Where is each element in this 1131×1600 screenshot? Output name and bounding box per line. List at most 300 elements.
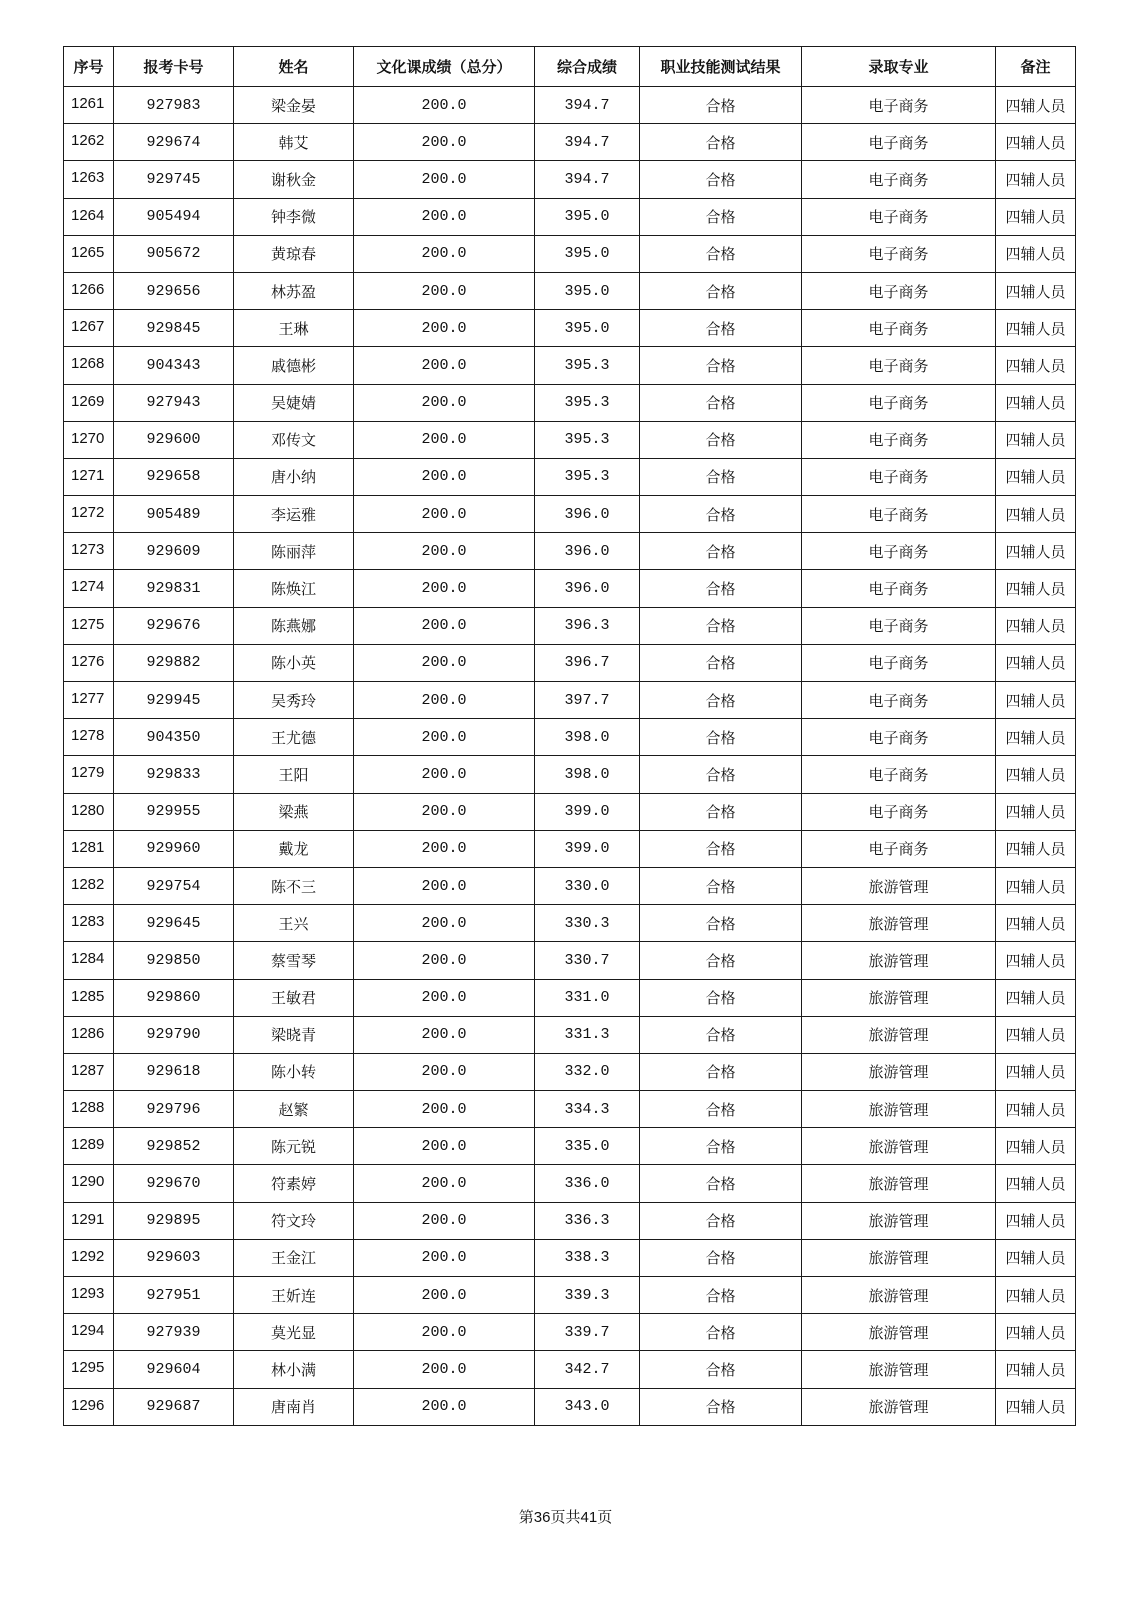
- cell-card-number: 929955: [114, 793, 234, 830]
- cell-remark: 四辅人员: [996, 1239, 1076, 1276]
- cell-name: 王金江: [234, 1239, 354, 1276]
- cell-culture-score: 200.0: [354, 570, 535, 607]
- cell-remark: 四辅人员: [996, 384, 1076, 421]
- cell-remark: 四辅人员: [996, 905, 1076, 942]
- total-page-number: 41: [580, 1509, 598, 1526]
- footer-middle: 页共: [550, 1508, 581, 1526]
- cell-name: 莫光显: [234, 1314, 354, 1351]
- cell-card-number: 929687: [114, 1388, 234, 1425]
- cell-culture-score: 200.0: [354, 942, 535, 979]
- cell-remark: 四辅人员: [996, 756, 1076, 793]
- cell-card-number: 929603: [114, 1239, 234, 1276]
- cell-name: 戚德彬: [234, 347, 354, 384]
- cell-culture-score: 200.0: [354, 905, 535, 942]
- cell-seq: 1274: [64, 570, 114, 607]
- cell-culture-score: 200.0: [354, 235, 535, 272]
- cell-name: 谢秋金: [234, 161, 354, 198]
- cell-total-score: 399.0: [535, 793, 640, 830]
- cell-seq: 1267: [64, 310, 114, 347]
- cell-card-number: 929600: [114, 421, 234, 458]
- cell-card-number: 929860: [114, 979, 234, 1016]
- cell-card-number: 929618: [114, 1053, 234, 1090]
- cell-major: 旅游管理: [802, 1351, 996, 1388]
- cell-total-score: 338.3: [535, 1239, 640, 1276]
- cell-remark: 四辅人员: [996, 644, 1076, 681]
- cell-skill-result: 合格: [640, 124, 802, 161]
- header-total-score: 综合成绩: [535, 47, 640, 87]
- cell-name: 符素婷: [234, 1165, 354, 1202]
- cell-name: 唐小纳: [234, 458, 354, 495]
- cell-name: 梁晓青: [234, 1016, 354, 1053]
- table-row: [64, 644, 1076, 681]
- cell-culture-score: 200.0: [354, 867, 535, 904]
- cell-card-number: 929790: [114, 1016, 234, 1053]
- cell-remark: 四辅人员: [996, 682, 1076, 719]
- cell-culture-score: 200.0: [354, 1128, 535, 1165]
- cell-remark: 四辅人员: [996, 421, 1076, 458]
- cell-culture-score: 200.0: [354, 310, 535, 347]
- cell-major: 电子商务: [802, 570, 996, 607]
- table-row: [64, 421, 1076, 458]
- cell-seq: 1292: [64, 1239, 114, 1276]
- cell-card-number: 929945: [114, 682, 234, 719]
- cell-name: 陈焕江: [234, 570, 354, 607]
- cell-culture-score: 200.0: [354, 1351, 535, 1388]
- cell-remark: 四辅人员: [996, 570, 1076, 607]
- cell-major: 电子商务: [802, 421, 996, 458]
- cell-card-number: 929831: [114, 570, 234, 607]
- cell-major: 旅游管理: [802, 1016, 996, 1053]
- cell-seq: 1278: [64, 719, 114, 756]
- cell-culture-score: 200.0: [354, 496, 535, 533]
- cell-total-score: 396.7: [535, 644, 640, 681]
- cell-name: 林小满: [234, 1351, 354, 1388]
- cell-major: 旅游管理: [802, 1202, 996, 1239]
- cell-remark: 四辅人员: [996, 607, 1076, 644]
- cell-culture-score: 200.0: [354, 1388, 535, 1425]
- cell-skill-result: 合格: [640, 570, 802, 607]
- cell-skill-result: 合格: [640, 607, 802, 644]
- cell-card-number: 929796: [114, 1091, 234, 1128]
- cell-name: 陈燕娜: [234, 607, 354, 644]
- cell-card-number: 904343: [114, 347, 234, 384]
- cell-remark: 四辅人员: [996, 87, 1076, 124]
- table-row: [64, 1351, 1076, 1388]
- cell-culture-score: 200.0: [354, 1239, 535, 1276]
- cell-card-number: 929670: [114, 1165, 234, 1202]
- cell-total-score: 397.7: [535, 682, 640, 719]
- cell-major: 电子商务: [802, 347, 996, 384]
- cell-skill-result: 合格: [640, 1388, 802, 1425]
- table-row: [64, 161, 1076, 198]
- cell-remark: 四辅人员: [996, 235, 1076, 272]
- cell-skill-result: 合格: [640, 198, 802, 235]
- cell-major: 电子商务: [802, 496, 996, 533]
- cell-seq: 1290: [64, 1165, 114, 1202]
- cell-seq: 1273: [64, 533, 114, 570]
- cell-seq: 1291: [64, 1202, 114, 1239]
- table-row: [64, 682, 1076, 719]
- cell-skill-result: 合格: [640, 1165, 802, 1202]
- cell-name: 陈小转: [234, 1053, 354, 1090]
- cell-remark: 四辅人员: [996, 1314, 1076, 1351]
- cell-total-score: 394.7: [535, 87, 640, 124]
- table-header: [64, 47, 1076, 87]
- cell-remark: 四辅人员: [996, 942, 1076, 979]
- table-row: [64, 1053, 1076, 1090]
- cell-name: 梁金晏: [234, 87, 354, 124]
- cell-total-score: 342.7: [535, 1351, 640, 1388]
- cell-total-score: 339.3: [535, 1277, 640, 1314]
- cell-remark: 四辅人员: [996, 1277, 1076, 1314]
- cell-seq: 1262: [64, 124, 114, 161]
- table-row: [64, 793, 1076, 830]
- cell-major: 电子商务: [802, 607, 996, 644]
- cell-card-number: 929674: [114, 124, 234, 161]
- cell-remark: 四辅人员: [996, 533, 1076, 570]
- admission-table: [63, 46, 1076, 1426]
- table-row: [64, 496, 1076, 533]
- cell-culture-score: 200.0: [354, 124, 535, 161]
- cell-total-score: 332.0: [535, 1053, 640, 1090]
- cell-seq: 1286: [64, 1016, 114, 1053]
- cell-major: 电子商务: [802, 272, 996, 309]
- cell-remark: 四辅人员: [996, 198, 1076, 235]
- cell-culture-score: 200.0: [354, 644, 535, 681]
- cell-remark: 四辅人员: [996, 1388, 1076, 1425]
- cell-name: 蔡雪琴: [234, 942, 354, 979]
- cell-remark: 四辅人员: [996, 124, 1076, 161]
- cell-name: 王妡连: [234, 1277, 354, 1314]
- cell-remark: 四辅人员: [996, 458, 1076, 495]
- cell-major: 电子商务: [802, 756, 996, 793]
- cell-remark: 四辅人员: [996, 1053, 1076, 1090]
- cell-skill-result: 合格: [640, 979, 802, 1016]
- table-row: [64, 607, 1076, 644]
- cell-card-number: 929852: [114, 1128, 234, 1165]
- cell-culture-score: 200.0: [354, 1165, 535, 1202]
- cell-total-score: 330.7: [535, 942, 640, 979]
- cell-remark: 四辅人员: [996, 793, 1076, 830]
- cell-name: 吴婕婧: [234, 384, 354, 421]
- table-row: [64, 272, 1076, 309]
- cell-name: 陈小英: [234, 644, 354, 681]
- cell-total-score: 395.3: [535, 421, 640, 458]
- cell-total-score: 339.7: [535, 1314, 640, 1351]
- cell-total-score: 336.0: [535, 1165, 640, 1202]
- cell-card-number: 929609: [114, 533, 234, 570]
- cell-seq: 1285: [64, 979, 114, 1016]
- cell-culture-score: 200.0: [354, 979, 535, 1016]
- cell-card-number: 927943: [114, 384, 234, 421]
- cell-remark: 四辅人员: [996, 1091, 1076, 1128]
- cell-total-score: 396.0: [535, 570, 640, 607]
- cell-skill-result: 合格: [640, 347, 802, 384]
- cell-skill-result: 合格: [640, 756, 802, 793]
- cell-seq: 1283: [64, 905, 114, 942]
- cell-remark: 四辅人员: [996, 1128, 1076, 1165]
- cell-skill-result: 合格: [640, 793, 802, 830]
- cell-seq: 1282: [64, 867, 114, 904]
- table-row: [64, 570, 1076, 607]
- header-skill-result: 职业技能测试结果: [640, 47, 802, 87]
- cell-seq: 1275: [64, 607, 114, 644]
- cell-culture-score: 200.0: [354, 793, 535, 830]
- cell-culture-score: 200.0: [354, 1277, 535, 1314]
- cell-card-number: 904350: [114, 719, 234, 756]
- table-row: [64, 347, 1076, 384]
- cell-total-score: 335.0: [535, 1128, 640, 1165]
- cell-remark: 四辅人员: [996, 830, 1076, 867]
- cell-total-score: 396.3: [535, 607, 640, 644]
- cell-skill-result: 合格: [640, 867, 802, 904]
- cell-skill-result: 合格: [640, 496, 802, 533]
- cell-major: 旅游管理: [802, 1053, 996, 1090]
- cell-name: 王敏君: [234, 979, 354, 1016]
- cell-seq: 1294: [64, 1314, 114, 1351]
- table-row: [64, 867, 1076, 904]
- cell-remark: 四辅人员: [996, 272, 1076, 309]
- cell-seq: 1276: [64, 644, 114, 681]
- cell-card-number: 927951: [114, 1277, 234, 1314]
- cell-card-number: 929850: [114, 942, 234, 979]
- cell-card-number: 929833: [114, 756, 234, 793]
- cell-culture-score: 200.0: [354, 458, 535, 495]
- cell-seq: 1265: [64, 235, 114, 272]
- cell-remark: 四辅人员: [996, 1016, 1076, 1053]
- table-row: [64, 235, 1076, 272]
- cell-remark: 四辅人员: [996, 979, 1076, 1016]
- cell-total-score: 395.0: [535, 235, 640, 272]
- cell-remark: 四辅人员: [996, 1202, 1076, 1239]
- cell-remark: 四辅人员: [996, 496, 1076, 533]
- cell-card-number: 929882: [114, 644, 234, 681]
- cell-culture-score: 200.0: [354, 1016, 535, 1053]
- table-row: [64, 1388, 1076, 1425]
- cell-seq: 1268: [64, 347, 114, 384]
- cell-total-score: 396.0: [535, 533, 640, 570]
- cell-remark: 四辅人员: [996, 1351, 1076, 1388]
- cell-name: 林苏盈: [234, 272, 354, 309]
- cell-name: 韩艾: [234, 124, 354, 161]
- footer-prefix: 第: [518, 1508, 534, 1526]
- cell-culture-score: 200.0: [354, 87, 535, 124]
- cell-total-score: 330.3: [535, 905, 640, 942]
- header-seq: 序号: [64, 47, 114, 87]
- cell-seq: 1287: [64, 1053, 114, 1090]
- cell-total-score: 395.3: [535, 458, 640, 495]
- current-page-number: 36: [533, 1509, 551, 1526]
- table-row: [64, 384, 1076, 421]
- cell-total-score: 395.0: [535, 272, 640, 309]
- cell-major: 电子商务: [802, 793, 996, 830]
- cell-major: 电子商务: [802, 682, 996, 719]
- cell-culture-score: 200.0: [354, 719, 535, 756]
- cell-skill-result: 合格: [640, 533, 802, 570]
- cell-seq: 1266: [64, 272, 114, 309]
- cell-card-number: 929960: [114, 830, 234, 867]
- table-row: [64, 979, 1076, 1016]
- cell-total-score: 331.3: [535, 1016, 640, 1053]
- cell-total-score: 396.0: [535, 496, 640, 533]
- table-row: [64, 1016, 1076, 1053]
- table-row: [64, 719, 1076, 756]
- cell-skill-result: 合格: [640, 310, 802, 347]
- cell-name: 王兴: [234, 905, 354, 942]
- table-row: [64, 1202, 1076, 1239]
- cell-major: 旅游管理: [802, 867, 996, 904]
- cell-major: 电子商务: [802, 124, 996, 161]
- cell-skill-result: 合格: [640, 421, 802, 458]
- cell-seq: 1279: [64, 756, 114, 793]
- cell-major: 电子商务: [802, 458, 996, 495]
- cell-card-number: 929845: [114, 310, 234, 347]
- cell-culture-score: 200.0: [354, 607, 535, 644]
- cell-seq: 1284: [64, 942, 114, 979]
- cell-seq: 1296: [64, 1388, 114, 1425]
- cell-skill-result: 合格: [640, 682, 802, 719]
- cell-skill-result: 合格: [640, 235, 802, 272]
- cell-card-number: 929656: [114, 272, 234, 309]
- cell-name: 吴秀玲: [234, 682, 354, 719]
- cell-remark: 四辅人员: [996, 867, 1076, 904]
- cell-card-number: 905489: [114, 496, 234, 533]
- cell-total-score: 398.0: [535, 756, 640, 793]
- cell-skill-result: 合格: [640, 458, 802, 495]
- cell-name: 王阳: [234, 756, 354, 793]
- cell-seq: 1289: [64, 1128, 114, 1165]
- cell-remark: 四辅人员: [996, 719, 1076, 756]
- cell-seq: 1280: [64, 793, 114, 830]
- cell-total-score: 331.0: [535, 979, 640, 1016]
- cell-skill-result: 合格: [640, 719, 802, 756]
- cell-culture-score: 200.0: [354, 1091, 535, 1128]
- cell-culture-score: 200.0: [354, 682, 535, 719]
- table-row: [64, 1314, 1076, 1351]
- cell-name: 王琳: [234, 310, 354, 347]
- cell-seq: 1264: [64, 198, 114, 235]
- cell-card-number: 929745: [114, 161, 234, 198]
- cell-major: 旅游管理: [802, 1128, 996, 1165]
- cell-skill-result: 合格: [640, 161, 802, 198]
- cell-seq: 1269: [64, 384, 114, 421]
- table-row: [64, 756, 1076, 793]
- cell-skill-result: 合格: [640, 1239, 802, 1276]
- cell-skill-result: 合格: [640, 1277, 802, 1314]
- cell-major: 旅游管理: [802, 1314, 996, 1351]
- cell-name: 赵繁: [234, 1091, 354, 1128]
- cell-card-number: 929895: [114, 1202, 234, 1239]
- cell-seq: 1281: [64, 830, 114, 867]
- cell-major: 电子商务: [802, 830, 996, 867]
- table-row: [64, 905, 1076, 942]
- header-culture-score: 文化课成绩（总分）: [354, 47, 535, 87]
- cell-total-score: 398.0: [535, 719, 640, 756]
- cell-total-score: 399.0: [535, 830, 640, 867]
- cell-total-score: 395.3: [535, 384, 640, 421]
- cell-name: 陈元锐: [234, 1128, 354, 1165]
- cell-card-number: 905494: [114, 198, 234, 235]
- cell-total-score: 395.0: [535, 198, 640, 235]
- cell-major: 电子商务: [802, 644, 996, 681]
- cell-card-number: 927983: [114, 87, 234, 124]
- cell-seq: 1272: [64, 496, 114, 533]
- header-remark: 备注: [996, 47, 1076, 87]
- cell-seq: 1288: [64, 1091, 114, 1128]
- table-row: [64, 942, 1076, 979]
- cell-seq: 1261: [64, 87, 114, 124]
- cell-major: 旅游管理: [802, 1239, 996, 1276]
- cell-card-number: 929754: [114, 867, 234, 904]
- table-row: [64, 830, 1076, 867]
- cell-total-score: 395.0: [535, 310, 640, 347]
- cell-skill-result: 合格: [640, 87, 802, 124]
- cell-remark: 四辅人员: [996, 161, 1076, 198]
- cell-total-score: 343.0: [535, 1388, 640, 1425]
- table-row: [64, 310, 1076, 347]
- cell-seq: 1293: [64, 1277, 114, 1314]
- cell-culture-score: 200.0: [354, 756, 535, 793]
- cell-culture-score: 200.0: [354, 830, 535, 867]
- cell-total-score: 394.7: [535, 161, 640, 198]
- cell-total-score: 334.3: [535, 1091, 640, 1128]
- cell-major: 电子商务: [802, 87, 996, 124]
- table-row: [64, 1128, 1076, 1165]
- cell-name: 邓传文: [234, 421, 354, 458]
- cell-seq: 1270: [64, 421, 114, 458]
- cell-skill-result: 合格: [640, 272, 802, 309]
- cell-skill-result: 合格: [640, 1128, 802, 1165]
- cell-major: 旅游管理: [802, 1277, 996, 1314]
- cell-total-score: 336.3: [535, 1202, 640, 1239]
- cell-major: 旅游管理: [802, 979, 996, 1016]
- cell-culture-score: 200.0: [354, 161, 535, 198]
- cell-total-score: 395.3: [535, 347, 640, 384]
- cell-major: 电子商务: [802, 198, 996, 235]
- cell-remark: 四辅人员: [996, 1165, 1076, 1202]
- cell-remark: 四辅人员: [996, 347, 1076, 384]
- cell-card-number: 905672: [114, 235, 234, 272]
- cell-card-number: 929676: [114, 607, 234, 644]
- table-body: [64, 87, 1076, 1426]
- footer-suffix: 页: [597, 1508, 613, 1526]
- cell-major: 电子商务: [802, 310, 996, 347]
- cell-seq: 1295: [64, 1351, 114, 1388]
- table-row: [64, 533, 1076, 570]
- cell-card-number: 927939: [114, 1314, 234, 1351]
- cell-major: 旅游管理: [802, 1388, 996, 1425]
- cell-major: 旅游管理: [802, 1165, 996, 1202]
- cell-major: 旅游管理: [802, 1091, 996, 1128]
- cell-skill-result: 合格: [640, 384, 802, 421]
- cell-name: 钟李微: [234, 198, 354, 235]
- cell-name: 戴龙: [234, 830, 354, 867]
- table-row: [64, 1165, 1076, 1202]
- cell-skill-result: 合格: [640, 644, 802, 681]
- cell-skill-result: 合格: [640, 905, 802, 942]
- table-row: [64, 198, 1076, 235]
- cell-major: 电子商务: [802, 384, 996, 421]
- cell-culture-score: 200.0: [354, 1053, 535, 1090]
- cell-card-number: 929645: [114, 905, 234, 942]
- cell-name: 李运雅: [234, 496, 354, 533]
- cell-card-number: 929658: [114, 458, 234, 495]
- cell-total-score: 330.0: [535, 867, 640, 904]
- cell-remark: 四辅人员: [996, 310, 1076, 347]
- cell-culture-score: 200.0: [354, 421, 535, 458]
- table-row: [64, 458, 1076, 495]
- cell-name: 符文玲: [234, 1202, 354, 1239]
